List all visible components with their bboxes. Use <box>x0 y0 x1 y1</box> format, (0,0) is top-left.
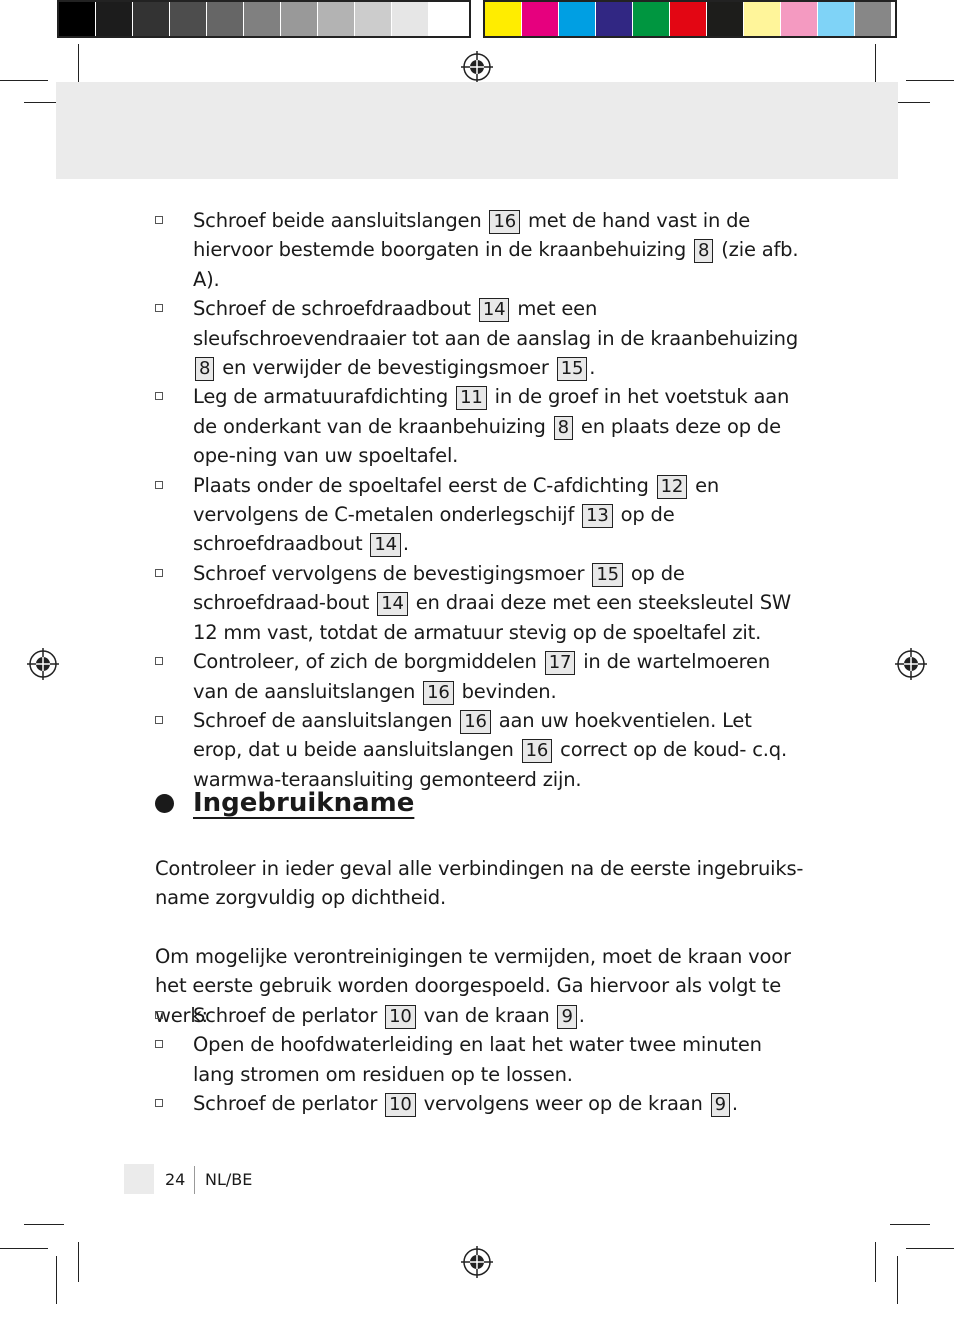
checkbox-bullet-icon <box>155 216 163 224</box>
list-item <box>155 647 805 706</box>
crop-mark <box>875 44 876 82</box>
step-text: en draai deze met een steeksleutel SW 12 mm vast, totdat de armatuur stevig op de spoeltafel zit. <box>193 591 791 644</box>
registration-mark-icon <box>461 51 493 83</box>
part-reference-number: 16 <box>423 681 454 705</box>
crop-mark <box>875 1242 876 1282</box>
bullet-dot-icon <box>155 794 174 813</box>
color-swatch <box>707 2 744 36</box>
part-reference-number: 8 <box>195 357 214 381</box>
part-reference-number: 11 <box>456 386 487 410</box>
list-item <box>155 706 805 794</box>
gray-swatch <box>96 2 133 36</box>
gray-swatch <box>59 2 96 36</box>
step-text: en plaats deze op de ope-ning van uw spoeltafel. <box>193 414 781 468</box>
footer-box <box>124 1164 154 1194</box>
part-reference-number: 13 <box>582 504 613 528</box>
page-number: 24 <box>165 1170 186 1189</box>
grayscale-color-bar <box>57 0 471 38</box>
checkbox-bullet-icon <box>155 657 163 665</box>
part-reference-number: 8 <box>694 239 713 263</box>
step-text: en vervolgens de C-metalen onderlegschijf <box>193 473 720 527</box>
step-text: correct op de koud- c.q. warmwa-teraansluiting gemonteerd zijn. <box>193 738 787 791</box>
step-text: in de wartelmoeren van de aansluitslangen <box>193 650 771 703</box>
color-swatch <box>670 2 707 36</box>
part-reference-number: 16 <box>489 210 520 234</box>
checkbox-bullet-icon <box>155 481 163 489</box>
checkbox-bullet-icon <box>155 1040 163 1048</box>
step-text: op de schroefdraad-bout <box>193 561 685 615</box>
footer-divider <box>194 1166 195 1194</box>
step-text: van de kraan <box>417 1004 556 1027</box>
list-item <box>155 559 805 647</box>
crop-mark <box>906 80 954 81</box>
gray-swatch <box>207 2 244 36</box>
part-reference-number: 15 <box>557 357 588 381</box>
registration-mark-icon <box>27 648 59 680</box>
step-text: bevinden. <box>455 679 557 703</box>
intro-paragraph: Controleer in ieder geval alle verbindingen na de eerste ingebruiks-name zorgvuldig op dichtheid. <box>155 857 804 910</box>
part-reference-number: 16 <box>522 739 553 763</box>
part-reference-number: 9 <box>557 1005 576 1029</box>
step-text: aan uw hoekventielen. Let erop, dat u beide aansluitslangen <box>193 708 752 762</box>
part-reference-number: 17 <box>545 651 576 675</box>
crop-mark <box>56 1256 57 1304</box>
color-swatch <box>818 2 855 36</box>
flush-intro-paragraph: Om mogelijke verontreinigingen te vermijden, moet de kraan voor het eerste gebruik worden doorgespoeld. Ga hiervoor als volgt te werk: <box>155 945 791 1027</box>
step-text: . <box>578 1004 585 1027</box>
step-text: Plaats onder de spoeltafel eerst de C-afdichting <box>193 473 655 497</box>
step-text: . <box>402 532 409 556</box>
crop-mark <box>0 80 48 81</box>
crop-mark <box>78 1242 79 1282</box>
step-text: in de groef in het voetstuk aan de onderkant van de kraanbehuizing <box>193 385 790 438</box>
gray-swatch <box>429 2 466 36</box>
color-swatch <box>485 2 522 36</box>
part-reference-number: 10 <box>385 1005 416 1029</box>
installation-steps-list <box>155 206 805 794</box>
checkbox-bullet-icon <box>155 1011 163 1019</box>
step-text: . <box>731 1092 738 1116</box>
part-reference-number: 12 <box>657 475 688 499</box>
list-item <box>155 1089 805 1118</box>
crop-mark <box>906 1248 954 1249</box>
step-text: Schroef vervolgens de bevestigingsmoer <box>193 561 591 585</box>
step-text: . <box>589 356 596 380</box>
header-band <box>56 82 898 179</box>
gray-swatch <box>170 2 207 36</box>
list-item <box>155 1001 805 1030</box>
step-text: op de schroefdraadbout <box>193 503 675 556</box>
part-reference-number: 14 <box>370 533 401 557</box>
crop-mark <box>890 1224 930 1225</box>
gray-swatch <box>355 2 392 36</box>
color-swatch <box>559 2 596 36</box>
step-text: (zie afb. A). <box>193 238 799 291</box>
part-reference-number: 14 <box>377 592 408 616</box>
gray-swatch <box>318 2 355 36</box>
step-text: Schroef de perlator <box>193 1004 384 1027</box>
step-text: vervolgens weer op de kraan <box>417 1092 709 1116</box>
list-item <box>155 382 805 470</box>
step-text: Schroef de aansluitslangen <box>193 708 459 732</box>
part-reference-number: 10 <box>385 1093 416 1117</box>
crop-mark <box>24 1224 64 1225</box>
step-text: Leg de armatuurafdichting <box>193 385 455 409</box>
step-text: Schroef de schroefdraadbout <box>193 297 477 321</box>
registration-mark-icon <box>895 648 927 680</box>
step-text: Controleer, of zich de borgmiddelen <box>193 650 543 674</box>
page-locale: NL/BE <box>205 1170 253 1189</box>
color-swatch <box>744 2 781 36</box>
step-text: Schroef de perlator <box>193 1092 384 1116</box>
checkbox-bullet-icon <box>155 304 163 312</box>
color-swatch <box>596 2 633 36</box>
list-item <box>155 294 805 382</box>
step-text: met de hand vast in de hiervoor bestemde boorgaten in de kraanbehuizing <box>193 209 751 262</box>
gray-swatch <box>244 2 281 36</box>
step-text: Open de hoofdwaterleiding en laat het water twee minuten lang stromen om residuen op te lossen. <box>193 1033 762 1086</box>
checkbox-bullet-icon <box>155 1099 163 1107</box>
step-text: en verwijder de bevestigingsmoer <box>216 356 555 380</box>
list-item <box>155 471 805 559</box>
gray-swatch <box>392 2 429 36</box>
section-title: Ingebruikname <box>193 788 415 818</box>
step-text: met een sleufschroevendraaier tot aan de aanslag in de kraanbehuizing <box>193 297 799 350</box>
gray-swatch <box>281 2 318 36</box>
list-item <box>155 206 805 294</box>
gray-swatch <box>133 2 170 36</box>
color-swatch <box>781 2 818 36</box>
part-reference-number: 16 <box>460 710 491 734</box>
registration-mark-icon <box>461 1246 493 1278</box>
crop-mark <box>0 1248 48 1249</box>
checkbox-bullet-icon <box>155 716 163 724</box>
section-heading <box>155 788 414 818</box>
list-item <box>155 1030 805 1089</box>
step-text: Schroef beide aansluitslangen <box>193 209 488 232</box>
part-reference-number: 8 <box>554 416 573 440</box>
color-swatch <box>855 2 892 36</box>
checkbox-bullet-icon <box>155 392 163 400</box>
crop-mark <box>897 1256 898 1304</box>
checkbox-bullet-icon <box>155 569 163 577</box>
color-swatch <box>633 2 670 36</box>
flush-steps-list <box>155 1001 805 1119</box>
part-reference-number: 15 <box>592 563 623 587</box>
process-color-bar <box>483 0 897 38</box>
crop-mark <box>78 44 79 82</box>
part-reference-number: 9 <box>711 1093 730 1117</box>
part-reference-number: 14 <box>479 298 510 322</box>
color-swatch <box>522 2 559 36</box>
